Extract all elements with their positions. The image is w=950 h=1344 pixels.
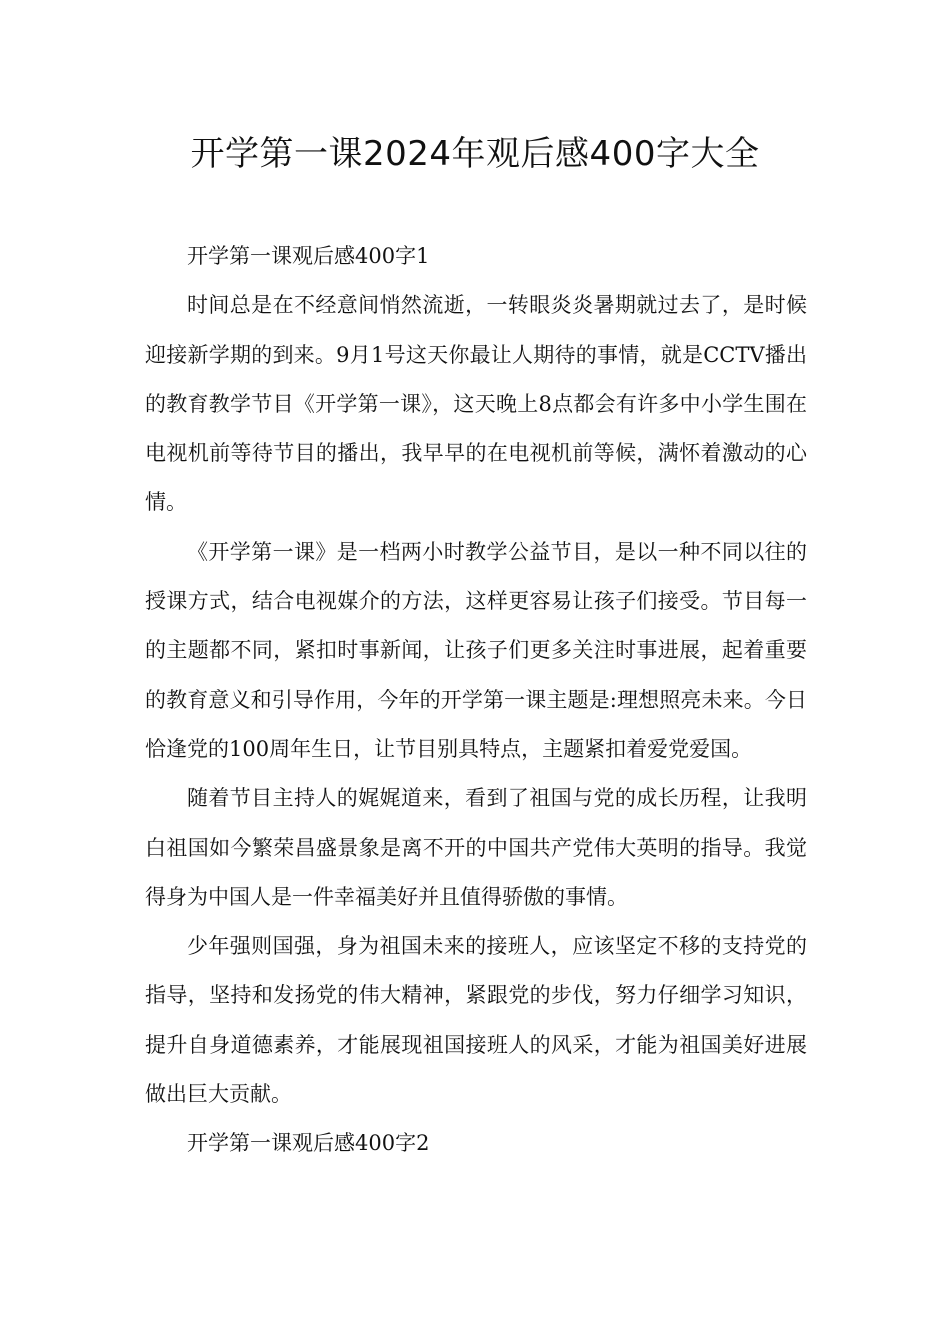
document-title: 开学第一课2024年观后感400字大全 (190, 134, 760, 174)
section-heading-2: 开学第一课观后感400字2 (187, 1131, 430, 1156)
body-paragraph: 少年强则国强，身为祖国未来的接班人，应该坚定不移的支持党的指导，坚持和发扬党的伟大精神，紧跟党的步伐，努力仔细学习知识，提升自身道德素养，才能展现祖国接班人的风采，才能为祖国美好进展做出巨大贡献。 (145, 934, 807, 1107)
section-heading-1: 开学第一课观后感400字1 (187, 244, 430, 268)
body-paragraph: 时间总是在不经意间悄然流逝，一转眼炎炎暑期就过去了，是时候迎接新学期的到来。9月1号这天你最让人期待的事情，就是CCTV播出的教育教学节目《开学第一课》，这天晚上8点都会有许多中小学生围在电视机前等待节目的播出，我早早的在电视机前等候，满怀着激动的心情。 (145, 293, 807, 515)
body-paragraph: 《开学第一课》是一档两小时教学公益节目，是以一种不同以往的授课方式，结合电视媒介的方法，这样更容易让孩子们接受。节目每一的主题都不同，紧扣时事新闻，让孩子们更多关注时事进展，起着重要的教育意义和引导作用，今年的开学第一课主题是:理想照亮未来。今日恰逢党的100周年生日，让节目别具特点，主题紧扣着爱党爱国。 (145, 539, 807, 761)
body-paragraph: 随着节目主持人的娓娓道来，看到了祖国与党的成长历程，让我明白祖国如今繁荣昌盛景象是离不开的中国共产党伟大英明的指导。我觉得身为中国人是一件幸福美好并且值得骄傲的事情。 (145, 786, 807, 909)
document-body (145, 232, 807, 1169)
